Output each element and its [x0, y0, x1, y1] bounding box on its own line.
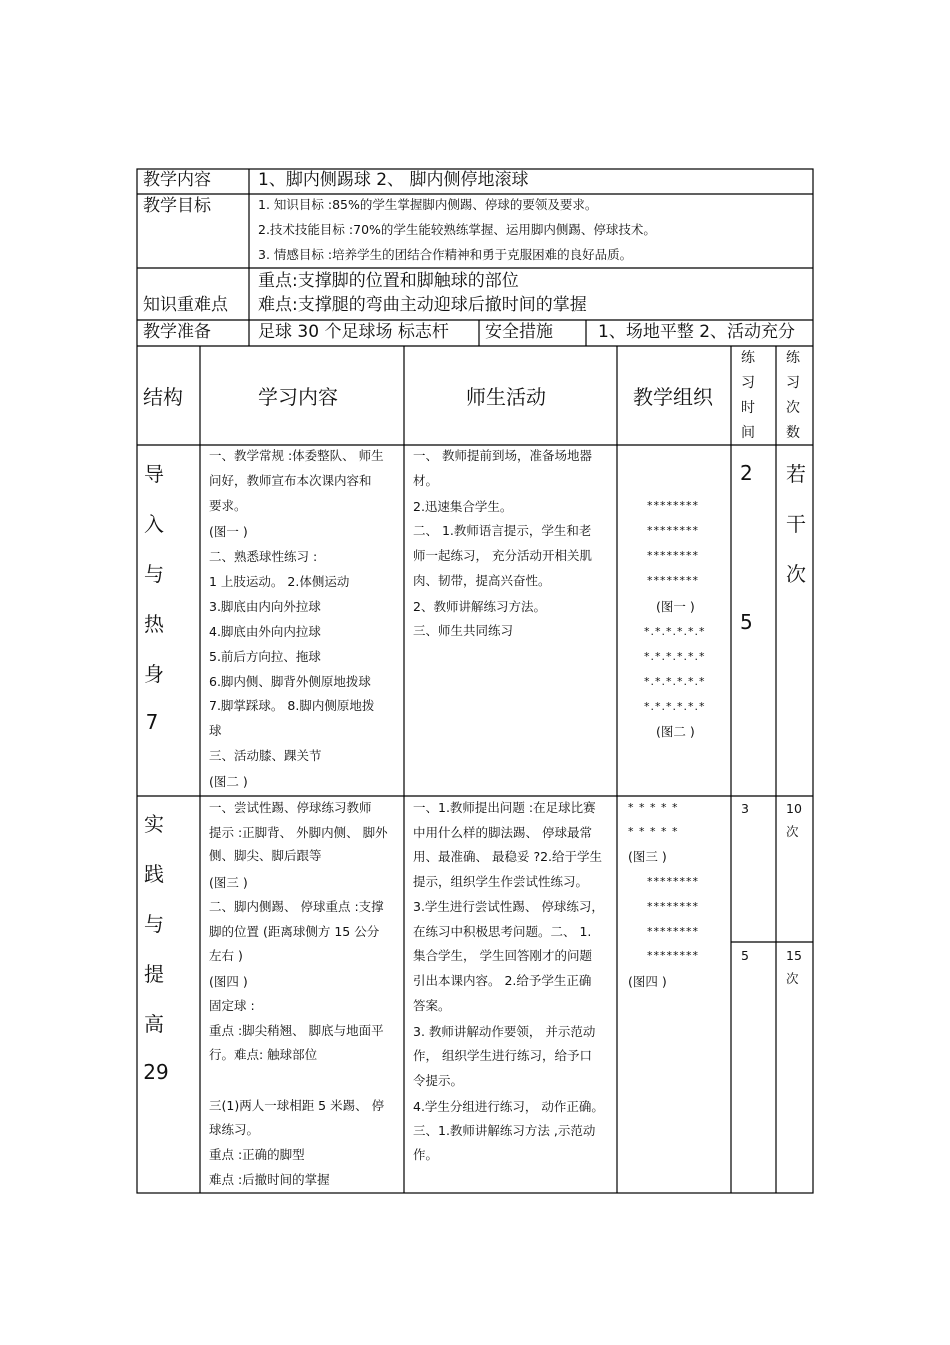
- section1-title-char: 身: [144, 662, 164, 686]
- s1-content-line: (图一 ): [209, 524, 248, 539]
- header-count-char: 数: [786, 425, 800, 441]
- s2-activity-line: 令提示。: [413, 1073, 464, 1088]
- s1-activity-line: 一、 教师提前到场，准备场地器: [413, 448, 592, 463]
- header-count-char: 次: [786, 400, 800, 416]
- s1-org-line: *.*.*.*.*.*: [644, 625, 706, 638]
- s1-count-char: 若: [786, 462, 806, 486]
- s2-content-line: 重点 :正确的脚型: [209, 1147, 305, 1162]
- s2-org-line: (图四 ): [628, 974, 667, 989]
- s1-time-value: 5: [740, 610, 753, 634]
- section1-title-char: 入: [144, 512, 164, 536]
- section1-title-char: 7: [145, 710, 159, 734]
- s2-org-line: ********: [647, 900, 699, 913]
- s1-org-line: ********: [647, 499, 699, 512]
- difficulty: 难点:支撑腿的弯曲主动迎球后撤时间的掌握: [258, 295, 587, 315]
- s1-content-line: 二、熟悉球性练习 :: [209, 549, 318, 564]
- header-structure: 结构: [143, 385, 183, 409]
- s2-count-value: 15: [786, 948, 802, 963]
- s1-activity-line: 二、 1.教师语言提示，学生和老: [413, 523, 592, 538]
- s1-content-line: 要求。: [209, 498, 247, 513]
- s1-count-char: 次: [786, 562, 806, 586]
- goal-2: 2.技术技能目标 :70%的学生能较熟练掌握、运用脚内侧踢、停球技术。: [258, 222, 656, 237]
- s2-activity-line: 提示，组织学生作尝试性练习。: [413, 874, 589, 889]
- s1-org-line: ********: [647, 574, 699, 587]
- s1-activity-line: 2.迅速集合学生。: [413, 499, 513, 514]
- section2-title-char: 高: [144, 1012, 164, 1036]
- section1-title-char: 导: [144, 462, 164, 486]
- s2-activity-line: 3. 教师讲解动作要领， 并示范动: [413, 1024, 596, 1039]
- header-organization: 教学组织: [633, 385, 713, 409]
- prep-value: 足球 30 个足球场 标志杆: [258, 322, 449, 342]
- section2-title-char: 提: [144, 962, 164, 986]
- s1-activity-line: 师一起练习， 充分活动开相关肌: [413, 548, 592, 563]
- s2-time-value: 5: [741, 948, 749, 963]
- s1-org-line: *.*.*.*.*.*: [644, 700, 706, 713]
- s2-org-line: ********: [647, 925, 699, 938]
- s2-content-line: 侧、脚尖、脚后跟等: [209, 848, 322, 863]
- s1-content-line: (图二 ): [209, 774, 248, 789]
- s2-activity-line: 引出本课内容。 2.给予学生正确: [413, 973, 592, 988]
- header-activity: 师生活动: [466, 385, 546, 409]
- safety-label: 安全措施: [485, 322, 553, 342]
- s2-activity-line: 一、1.教师提出问题 :在足球比赛: [413, 800, 596, 815]
- s2-content-line: 一、尝试性踢、停球练习教师: [209, 800, 372, 815]
- s1-activity-line: 材。: [413, 473, 439, 488]
- s2-org-line: * * * * *: [628, 825, 679, 838]
- s2-activity-line: 集合学生， 学生回答刚才的问题: [413, 948, 592, 963]
- s1-content-line: 问好，教师宣布本次课内容和: [209, 473, 372, 488]
- s2-content-line: 左右 ): [209, 948, 243, 963]
- s2-org-line: * * * * *: [628, 801, 679, 814]
- s2-count-unit: 次: [786, 824, 799, 839]
- s1-content-line: 5.前后方向拉、拖球: [209, 649, 321, 664]
- section2-title-char: 与: [144, 912, 164, 936]
- header-time-char: 习: [741, 375, 755, 391]
- s2-activity-line: 中用什么样的脚法踢、 停球最常: [413, 825, 592, 840]
- section2-title-char: 实: [144, 812, 164, 836]
- s2-content-line: 固定球 :: [209, 998, 255, 1013]
- content-label: 教学内容: [143, 170, 211, 190]
- header-time-char: 间: [741, 425, 755, 441]
- s1-content-line: 三、活动膝、踝关节: [209, 748, 322, 763]
- s2-content-line: 行。难点: 触球部位: [209, 1047, 318, 1062]
- s1-org-line: (图一 ): [656, 599, 695, 614]
- goal-label: 教学目标: [143, 196, 211, 216]
- s1-activity-line: 2、教师讲解练习方法。: [413, 599, 546, 614]
- s1-org-line: *.*.*.*.*.*: [644, 675, 706, 688]
- s2-content-line: (图四 ): [209, 974, 248, 989]
- s2-content-line: 难点 :后撤时间的掌握: [209, 1172, 330, 1187]
- section2-title-char: 29: [143, 1060, 169, 1084]
- s2-activity-line: 三、1.教师讲解练习方法 ,示范动: [413, 1123, 596, 1138]
- s2-activity-line: 在练习中积极思考问题。二、 1.: [413, 924, 592, 939]
- s2-org-line: (图三 ): [628, 849, 667, 864]
- s2-content-line: 脚的位置 (距离球侧方 15 公分: [209, 924, 380, 939]
- s1-org-line: ********: [647, 524, 699, 537]
- section1-title-char: 与: [144, 562, 164, 586]
- goal-3: 3. 情感目标 :培养学生的团结合作精神和勇于克服困难的良好品质。: [258, 247, 633, 262]
- s1-content-line: 4.脚底由外向内拉球: [209, 624, 321, 639]
- s1-time-value: 2: [740, 461, 753, 485]
- section1-title-char: 热: [144, 612, 164, 636]
- s1-org-line: (图二 ): [656, 724, 695, 739]
- s2-content-line: 提示 :正脚背、 外脚内侧、 脚外: [209, 825, 388, 840]
- s1-content-line: 一、教学常规 :体委整队、 师生: [209, 448, 384, 463]
- s1-content-line: 1 上肢运动。 2.体侧运动: [209, 574, 350, 589]
- content-value: 1、脚内侧踢球 2、 脚内侧停地滚球: [258, 170, 529, 190]
- header-count-char: 习: [786, 375, 800, 391]
- s2-count-unit: 次: [786, 971, 799, 986]
- s1-count-char: 干: [786, 512, 806, 536]
- goal-1: 1. 知识目标 :85%的学生掌握脚内侧踢、停球的要领及要求。: [258, 197, 598, 212]
- s2-time-value: 3: [741, 801, 749, 816]
- key-label: 知识重难点: [143, 295, 228, 315]
- header-content: 学习内容: [258, 385, 338, 409]
- header-time-char: 时: [741, 400, 755, 416]
- prep-label: 教学准备: [143, 322, 211, 342]
- s1-content-line: 7.脚掌踩球。 8.脚内侧原地拨: [209, 698, 375, 713]
- s1-activity-line: 三、师生共同练习: [413, 623, 514, 638]
- s2-content-line: (图三 ): [209, 875, 248, 890]
- section2-title-char: 践: [144, 862, 164, 886]
- s2-content-line: 二、脚内侧踢、 停球重点 :支撑: [209, 899, 384, 914]
- s2-activity-line: 4.学生分组进行练习， 动作正确。: [413, 1099, 604, 1114]
- s1-org-line: ********: [647, 549, 699, 562]
- safety-value: 1、场地平整 2、活动充分: [598, 322, 796, 342]
- s1-org-line: *.*.*.*.*.*: [644, 650, 706, 663]
- key-point: 重点:支撑脚的位置和脚触球的部位: [258, 271, 519, 291]
- s2-activity-line: 作。: [413, 1147, 439, 1162]
- s2-content-line: 球练习。: [209, 1122, 260, 1137]
- s2-activity-line: 用、最准确、 最稳妥 ?2.给于学生: [413, 849, 603, 864]
- s2-count-value: 10: [786, 801, 802, 816]
- header-time-char: 练: [741, 350, 755, 366]
- s2-activity-line: 3.学生进行尝试性踢、 停球练习，: [413, 899, 604, 914]
- s1-content-line: 3.脚底由内向外拉球: [209, 599, 321, 614]
- s2-activity-line: 答案。: [413, 998, 451, 1013]
- s2-org-line: ********: [647, 875, 699, 888]
- s1-activity-line: 肉、韧带，提高兴奋性。: [413, 573, 551, 588]
- s2-org-line: ********: [647, 949, 699, 962]
- s2-content-line: 重点 :脚尖稍翘、 脚底与地面平: [209, 1023, 384, 1038]
- s2-activity-line: 作， 组织学生进行练习，给予口: [413, 1048, 592, 1063]
- header-count-char: 练: [786, 350, 800, 366]
- s2-content-line: 三(1)两人一球相距 5 米踢、 停: [209, 1098, 385, 1113]
- s1-content-line: 6.脚内侧、脚背外侧原地拨球: [209, 674, 371, 689]
- s1-content-line: 球: [209, 723, 222, 738]
